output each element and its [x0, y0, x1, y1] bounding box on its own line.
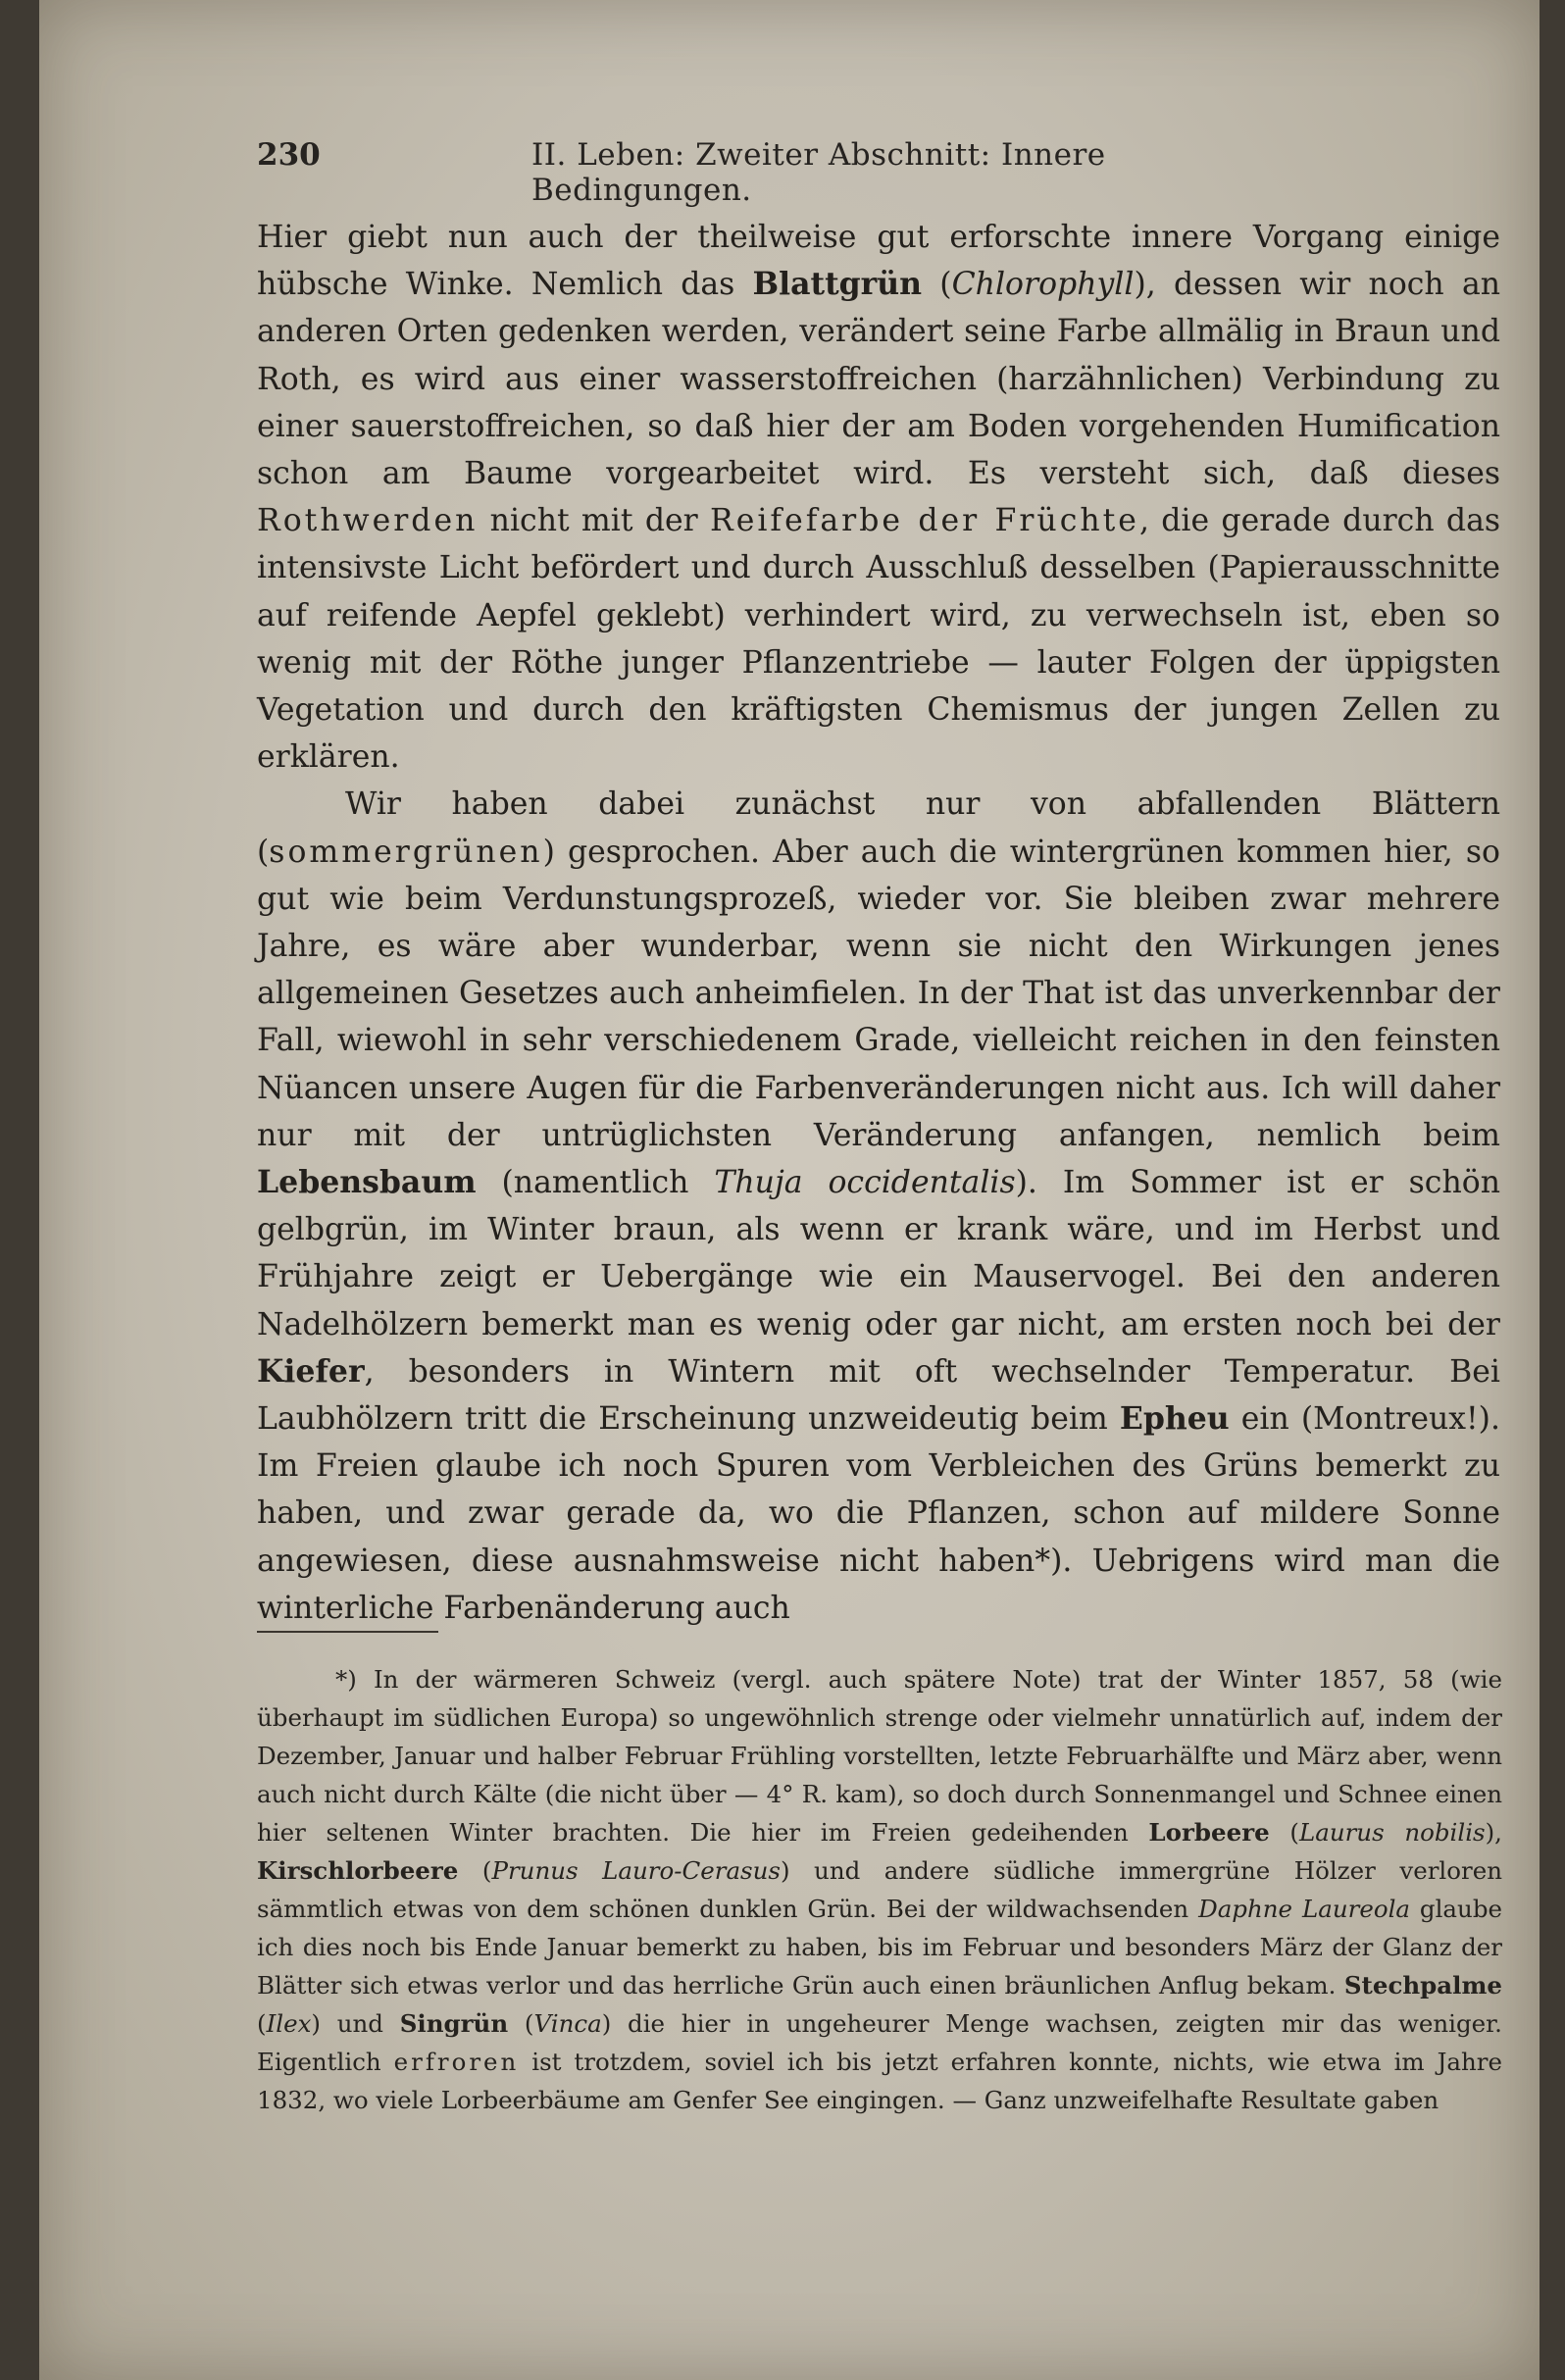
term-ilex: Ilex	[266, 2009, 312, 2038]
emphasis-sommergruenen: sommergrünen	[269, 834, 543, 870]
term-singruen: Singrün	[399, 2009, 509, 2038]
term-epheu: Epheu	[1119, 1400, 1230, 1438]
text-run: ein (Montreux!). Im Freien glaube ich noch Spuren vom Verbleichen des Grüns bemerkt zu haben, und zwar gerade da, wo die Pflanzen, schon auf mildere Sonne angewiesen, diese ausnahmsweise nicht haben*). Uebrigens wird man die winterliche Farbenänderung auch	[257, 1401, 1500, 1626]
text-run: ) gesprochen. Aber auch die wintergrünen kommen hier, so gut wie beim Verdunstungsprozeß, wieder vor. Sie bleiben zwar mehrere Jahre, es wäre aber wunderbar, wenn sie nicht den Wirkungen jenes allgemeinen Gesetzes auch anheimfielen. In der That ist das unverkennbar der Fall, wiewohl in sehr verschiedenem Grade, vielleicht reichen in den feinsten Nüancen unsere Augen für die Farbenveränderungen nicht aus. Ich will daher nur mit der untrüglichsten Veränderung anfangen, nemlich beim	[257, 834, 1500, 1153]
running-head	[257, 137, 1255, 208]
text-run: ist trotzdem, soviel ich bis jetzt erfahren konnte, nichts, wie etwa im Jahre 1832, wo viele Lorbeerbäume am Genfer See eingingen. — Ganz unzweifelhafte Resultate gaben	[257, 2048, 1502, 2114]
emphasis-reifefarbe: Reifefarbe der Früchte	[710, 503, 1139, 539]
text-run: (	[257, 2009, 267, 2038]
paragraph-1	[257, 214, 1500, 781]
text-run: ). Im Sommer ist er schön gelbgrün, im Winter braun, als wenn er krank wäre, und im Herbst und Frühjahre zeigt er Uebergänge wie ein Mauservogel. Bei den anderen Nadelhölzern bemerkt man es wenig oder gar nicht, am ersten noch bei der	[257, 1165, 1500, 1342]
text-run: ), dessen wir noch an anderen Orten gedenken werden, verändert seine Farbe allmälig in Braun und Roth, es wird aus einer wasserstoffreichen (harzähnlichen) Verbindung zu einer sauerstoffreichen, so daß hier der am Boden vorgehenden Humification schon am Baume vorgearbeitet wird. Es versteht sich, daß dieses	[257, 267, 1501, 492]
footnote-divider	[257, 1631, 438, 1633]
main-text	[257, 214, 1500, 1632]
text-run: (	[922, 267, 952, 303]
term-lorbeere: Lorbeere	[1148, 1818, 1270, 1847]
term-lebensbaum: Lebensbaum	[257, 1164, 477, 1201]
term-prunus: Prunus Lauro-Cerasus	[491, 1856, 781, 1885]
text-run: nicht mit der	[478, 503, 710, 539]
page-number: 230	[257, 137, 321, 173]
text-run: ),	[1485, 1818, 1502, 1847]
term-vinca: Vinca	[533, 2009, 602, 2038]
text-run: (namentlich	[476, 1165, 715, 1201]
running-title: II. Leben: Zweiter Abschnitt: Innere Bedingungen.	[531, 137, 1106, 208]
term-stechpalme: Stechpalme	[1343, 1971, 1502, 2000]
text-run: (	[458, 1856, 492, 1885]
text-run: glaube ich dies noch bis Ende Januar bemerkt zu haben, bis im Februar und besonders März der Glanz der Blätter sich etwas verlor und das herrliche Grün auch einen bräunlichen Anflug bekam.	[257, 1895, 1502, 2000]
text-run: ) und	[311, 2009, 400, 2038]
footnote-1	[257, 1660, 1502, 2119]
text-run: *) In der wärmeren Schweiz (vergl. auch spätere Note) trat der Winter 1857, 58 (wie überhaupt im südlichen Europa) so ungewöhnlich strenge oder vielmehr unnatürlich auf, indem der Dezember, Januar und halber Februar Frühling vorstellten, letzte Februarhälfte und März aber, wenn auch nicht durch Kälte (die nicht über — 4° R. kam), so doch durch Sonnenmangel und Schnee einen hier seltenen Winter brachten. Die hier im Freien gedeihenden	[257, 1665, 1502, 1847]
emphasis-erfroren: erfroren	[393, 2048, 520, 2076]
term-kirschlorbeere: Kirschlorbeere	[257, 1856, 459, 1885]
term-kiefer: Kiefer	[257, 1352, 365, 1390]
book-page	[39, 0, 1540, 2380]
term-laurus: Laurus nobilis	[1298, 1818, 1486, 1847]
text-run: , besonders in Wintern mit oft wechselnder Temperatur. Bei Laubhölzern tritt die Erscheinung unzweideutig beim	[257, 1353, 1500, 1438]
term-thuja: Thuja occidentalis	[714, 1165, 1016, 1201]
term-blattgruen: Blattgrün	[752, 266, 923, 303]
text-run: ) die hier in ungeheurer Menge wachsen, zeigten mir das weniger. Eigentlich	[257, 2009, 1502, 2076]
text-run: ) und andere südliche immergrüne Hölzer verloren sämmtlich etwas von dem schönen dunklen Grün. Bei der wildwachsenden	[257, 1856, 1502, 1923]
emphasis-rothwerden: Rothwerden	[257, 503, 479, 539]
term-daphne: Daphne Laureola	[1198, 1895, 1411, 1923]
term-chlorophyll: Chlorophyll	[951, 267, 1135, 303]
text-run: (	[508, 2009, 534, 2038]
paragraph-2	[257, 781, 1500, 1632]
text-run: (	[1269, 1818, 1299, 1847]
text-run: , die gerade durch das intensivste Licht befördert und durch Ausschluß desselben (Papierausschnitte auf reifende Aepfel geklebt) verhindert wird, zu verwechseln ist, eben so wenig mit der Röthe junger Pflanzentriebe — lauter Folgen der üppigsten Vegetation und durch den kräftigsten Chemismus der jungen Zellen zu erklären.	[257, 503, 1501, 776]
footnote-section	[257, 1660, 1502, 2119]
text-run: Hier giebt nun auch der theilweise gut erforschte innere Vorgang einige hübsche Winke. Nemlich das	[257, 220, 1500, 303]
text-run: Wir haben dabei zunächst nur von abfallenden Blättern (	[257, 786, 1500, 870]
